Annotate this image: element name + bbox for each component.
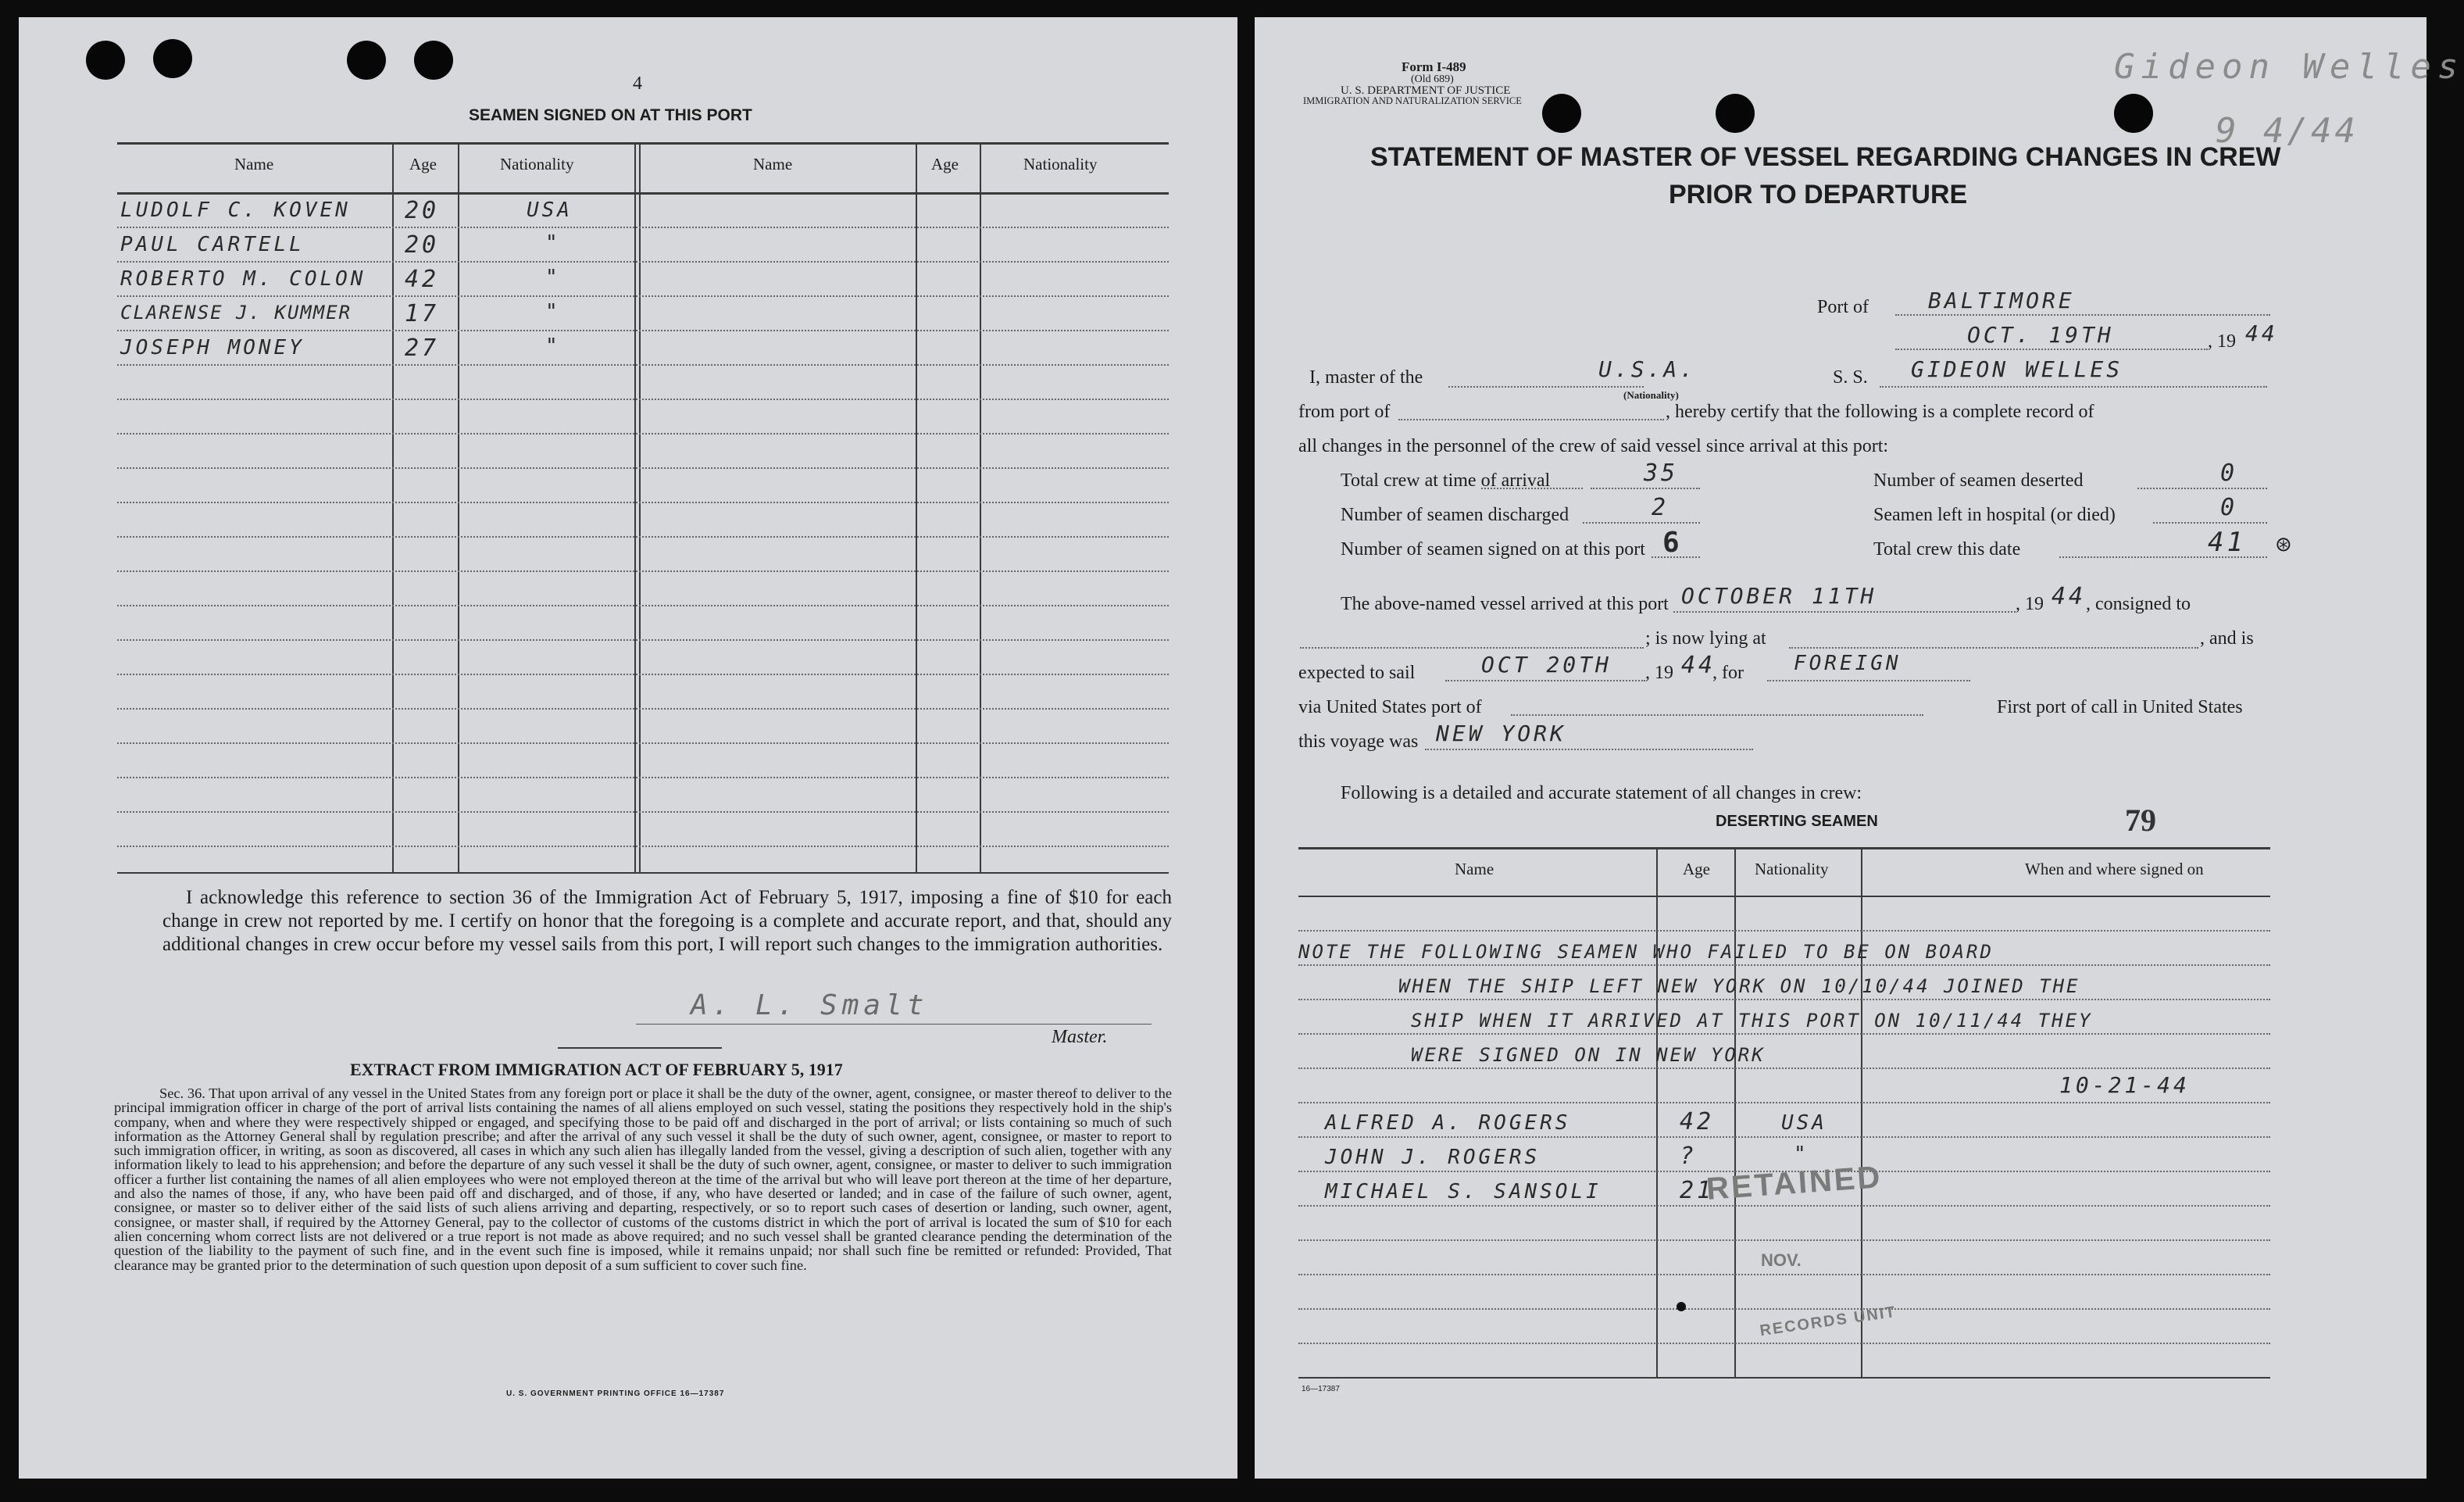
signed-on-label: Number of seamen signed on at this port <box>1341 539 1645 560</box>
col-header-when-where: When and where signed on <box>2025 860 2204 878</box>
note-line: NOTE THE FOLLOWING SEAMEN WHO FAILED TO BE ON BOARD <box>1298 941 1994 963</box>
deserter-name: MICHAEL S. SANSOLI <box>1325 1180 1602 1203</box>
crew-nationality: " <box>545 231 561 255</box>
row-rule <box>117 364 1169 366</box>
col-header-age: Age <box>1683 860 1710 878</box>
page-count-handwritten: 79 <box>2125 803 2156 838</box>
row-rule <box>1298 1067 2270 1069</box>
row-rule <box>117 536 1169 538</box>
signed-on-title: SEAMEN SIGNED ON AT THIS PORT <box>469 106 752 124</box>
form-subtitle: PRIOR TO DEPARTURE <box>1669 180 1968 209</box>
crew-nationality: USA <box>527 198 573 222</box>
ink-dot <box>1677 1302 1686 1311</box>
sail-year: 44 <box>1681 652 1716 679</box>
punch-hole <box>86 41 125 80</box>
row-rule <box>1298 964 2270 966</box>
punch-hole <box>1716 94 1755 133</box>
arrived-year-prefix: , 19 <box>2016 594 2044 614</box>
total-date-value: 41 <box>2208 527 2246 558</box>
col-header-age: Age <box>931 155 959 173</box>
col-header-name: Name <box>234 155 274 173</box>
deserter-age: 21 <box>1680 1177 1715 1204</box>
col-header-nationality: Nationality <box>1755 860 1829 878</box>
deserter-nationality: " <box>1794 1143 1809 1166</box>
right-page <box>1255 17 2464 1479</box>
first-port-label: First port of call in United States <box>1997 697 2243 717</box>
deserter-age: ? <box>1680 1143 1698 1170</box>
punch-hole <box>153 39 192 78</box>
hospital-label: Seamen left in hospital (or died) <box>1873 505 2116 525</box>
punch-hole <box>414 41 453 80</box>
voyage-value: NEW YORK <box>1436 721 1566 746</box>
arrived-label: The above-named vessel arrived at this port <box>1341 594 1669 614</box>
discharged-value: 2 <box>1652 494 1669 521</box>
row-rule <box>117 467 1169 469</box>
sail-value: OCT 20TH <box>1481 652 1612 678</box>
row-rule <box>117 846 1169 847</box>
stamp-nov: NOV. <box>1761 1250 1802 1270</box>
discharged-label: Number of seamen discharged <box>1341 505 1569 525</box>
year-prefix: , 19 <box>2208 331 2236 352</box>
row-rule <box>117 502 1169 503</box>
master-of-label: I, master of the <box>1309 367 1423 388</box>
corner-handwriting: Gideon Welles <box>2114 47 2464 87</box>
row-rule <box>1298 1239 2270 1241</box>
acknowledgement-text: I acknowledge this reference to section 36 of the Immigration Act of February 5, 1917, imposing a fine of $10 for each change in crew not reported by me. I certify on honor that the foregoing is a complete and accurate report, and that, should any additional changes in crew occur before my vessel sails from this port, I will report such changes to the immigration authorities. <box>162 887 1172 955</box>
row-rule <box>117 811 1169 813</box>
hospital-value: 0 <box>2220 494 2238 521</box>
form-old-number: (Old 689) <box>1411 73 1454 85</box>
deserted-label: Number of seamen deserted <box>1873 470 2084 491</box>
total-date-label: Total crew this date <box>1873 539 2021 560</box>
col-header-name: Name <box>1455 860 1494 878</box>
department: U. S. DEPARTMENT OF JUSTICE <box>1341 84 1511 97</box>
circle-mark-icon: ⊛ <box>2275 533 2292 556</box>
voyage-label: this voyage was <box>1298 731 1419 752</box>
crew-name: JOSEPH MONEY <box>120 336 305 359</box>
crew-age: 27 <box>405 334 440 362</box>
punch-hole <box>2114 94 2153 133</box>
via-label: via United States port of <box>1298 697 1482 717</box>
form-title: STATEMENT OF MASTER OF VESSEL REGARDING CHANGES IN CREW <box>1370 142 2281 172</box>
deserting-title: DESERTING SEAMEN <box>1716 813 1878 830</box>
row-rule <box>1298 1343 2270 1344</box>
corner-number: 9 4/44 <box>2216 111 2359 151</box>
row-rule <box>117 399 1169 400</box>
row-rule <box>1298 1205 2270 1207</box>
punch-hole <box>347 41 386 80</box>
deserter-name: ALFRED A. ROGERS <box>1325 1111 1571 1135</box>
col-header-age: Age <box>409 155 437 173</box>
crew-name: ROBERTO M. COLON <box>120 267 366 291</box>
crew-name: PAUL CARTELL <box>120 233 305 256</box>
row-rule <box>1298 930 2270 932</box>
date-value: OCT. 19TH <box>1967 322 2114 348</box>
certify-text: , hereby certify that the following is a complete record of <box>1666 402 2094 422</box>
row-rule <box>117 605 1169 606</box>
crew-nationality: " <box>545 266 561 289</box>
nationality-caption: (Nationality) <box>1623 389 1679 401</box>
crew-age: 20 <box>405 197 440 224</box>
sail-year-prefix: , 19 <box>1645 663 1673 683</box>
lying-label: ; is now lying at <box>1645 628 1766 649</box>
total-arrival-value: 35 <box>1644 460 1679 487</box>
deserter-name: JOHN J. ROGERS <box>1325 1146 1541 1169</box>
note-date: 10-21-44 <box>2059 1072 2190 1098</box>
crew-age: 17 <box>405 300 440 327</box>
row-rule <box>1298 1274 2270 1275</box>
crew-name: LUDOLF C. KOVEN <box>120 198 351 222</box>
row-rule <box>117 742 1169 744</box>
changes-text: all changes in the personnel of the crew of said vessel since arrival at this port: <box>1298 436 1889 456</box>
form-number: Form I-489 <box>1402 59 1466 74</box>
sail-label: expected to sail <box>1298 663 1416 683</box>
arrived-year: 44 <box>2052 583 2087 610</box>
note-line: WERE SIGNED ON IN NEW YORK <box>1411 1044 1766 1066</box>
row-rule <box>117 227 1169 228</box>
master-signature: A. L. Smalt <box>691 989 929 1021</box>
consigned-label: , consigned to <box>2086 594 2191 614</box>
row-rule <box>1298 1136 2270 1138</box>
crew-age: 42 <box>405 266 440 293</box>
note-line: SHIP WHEN IT ARRIVED AT THIS PORT ON 10/11/44 THEY <box>1411 1010 2093 1032</box>
row-rule <box>117 433 1169 435</box>
crew-name: CLARENSE J. KUMMER <box>120 302 352 324</box>
form-footer: 16—17387 <box>1302 1385 1340 1393</box>
extract-text: Sec. 36. That upon arrival of any vessel in the United States from any foreign port or place it shall be the duty of the owner, agent, consignee, or master thereof to deliver to the principal immigration officer in charge of the port of arrival lists containing the names of all aliens employed on such vessel, stating the positions they respectively hold in the ship's company, when and where they were respectively shipped or engaged, and specifying those to be paid off and discharged in the port of arrival; or lists containing so much of such information as the Attorney General shall by regulation prescribe; and after the arrival of any such vessel it shall be the duty of such owner, agent, consignee, or master to report to such immigration officer, in writing, as soon as discovered, all cases in which any such alien has illegally landed from the vessel, giving a description of such alien, together with any information likely to lead to his apprehension; and before the departure of any such vessel it shall be the duty of such owner, agent, consignee, or master to deliver to such immigration officer a further list containing the names of all alien employees who were not employed thereon at the time of the arrival but who will leave port thereon at the time of her departure, and also the names of those, if any, who have been paid off and discharged, and of those, if any, who have deserted or landed; and in case of the failure of such owner, agent, consignee, or master so to deliver either of the said lists of such aliens arriving and departing, respectively, or so to report such cases of desertion or landing, such owner, agent, consignee, or master shall, if required by the Attorney General, pay to the collector of customs of the customs district in which the port of arrival is located the sum of $10 for each alien concerning whom correct lists are not delivered or a true report is not made as above required; and no such vessel shall be granted clearance pending the determination of the question of the liability to the payment of such fine, and in the event such fine is imposed, while it remains unpaid; nor shall such fine be remitted or refunded: Provided, That clearance may be granted prior to the determination of such question upon deposit of a sum sufficient to cover such fine. <box>114 1085 1172 1273</box>
deserted-value: 0 <box>2220 460 2238 487</box>
signed-on-value: 6 <box>1662 527 1683 559</box>
row-rule <box>117 261 1169 263</box>
arrived-value: OCTOBER 11TH <box>1681 583 1877 609</box>
crew-age: 20 <box>405 231 440 259</box>
row-rule <box>117 570 1169 572</box>
left-page <box>19 17 1237 1479</box>
for-label: , for <box>1712 663 1744 683</box>
extract-title: EXTRACT FROM IMMIGRATION ACT OF FEBRUARY 5, 1917 <box>350 1060 843 1079</box>
service: IMMIGRATION AND NATURALIZATION SERVICE <box>1303 95 1522 106</box>
and-is-label: , and is <box>2200 628 2254 649</box>
deserter-nationality: USA <box>1781 1111 1827 1135</box>
port-value: BALTIMORE <box>1928 288 2075 313</box>
row-rule <box>117 777 1169 778</box>
row-rule <box>117 708 1169 710</box>
row-rule <box>1298 999 2270 1000</box>
note-line: WHEN THE SHIP LEFT NEW YORK ON 10/10/44 JOINED THE <box>1398 975 2080 997</box>
ship-name: GIDEON WELLES <box>1911 356 2123 382</box>
col-header-nationality: Nationality <box>1023 155 1098 173</box>
row-rule <box>117 639 1169 641</box>
col-header-nationality: Nationality <box>500 155 574 173</box>
nationality-value: U.S.A. <box>1598 356 1697 382</box>
punch-hole <box>1542 94 1581 133</box>
crew-nationality: " <box>545 334 561 358</box>
year-value: 44 <box>2245 320 2278 346</box>
retained-stamp: RETAINED <box>1705 1160 1884 1207</box>
row-rule <box>117 674 1169 675</box>
col-header-name: Name <box>753 155 793 173</box>
records-unit-stamp: RECORDS UNIT <box>1759 1303 1898 1340</box>
row-rule <box>1298 1033 2270 1035</box>
ss-label: S. S. <box>1833 367 1868 388</box>
port-label: Port of <box>1817 297 1869 317</box>
row-rule <box>1298 1102 2270 1103</box>
from-port-label: from port of <box>1298 402 1391 422</box>
for-value: FOREIGN <box>1794 652 1902 675</box>
total-arrival-label: Total crew at time of arrival <box>1341 470 1551 491</box>
deserter-age: 42 <box>1680 1108 1715 1135</box>
following-text: Following is a detailed and accurate statement of all changes in crew: <box>1341 783 1862 803</box>
crew-nationality: " <box>545 300 561 324</box>
page-number: 4 <box>633 73 642 94</box>
row-rule <box>117 330 1169 331</box>
master-label: Master. <box>1052 1027 1108 1047</box>
row-rule <box>117 295 1169 297</box>
printer-line: U. S. GOVERNMENT PRINTING OFFICE 16—17387 <box>506 1389 725 1398</box>
row-rule <box>1298 1308 2270 1310</box>
